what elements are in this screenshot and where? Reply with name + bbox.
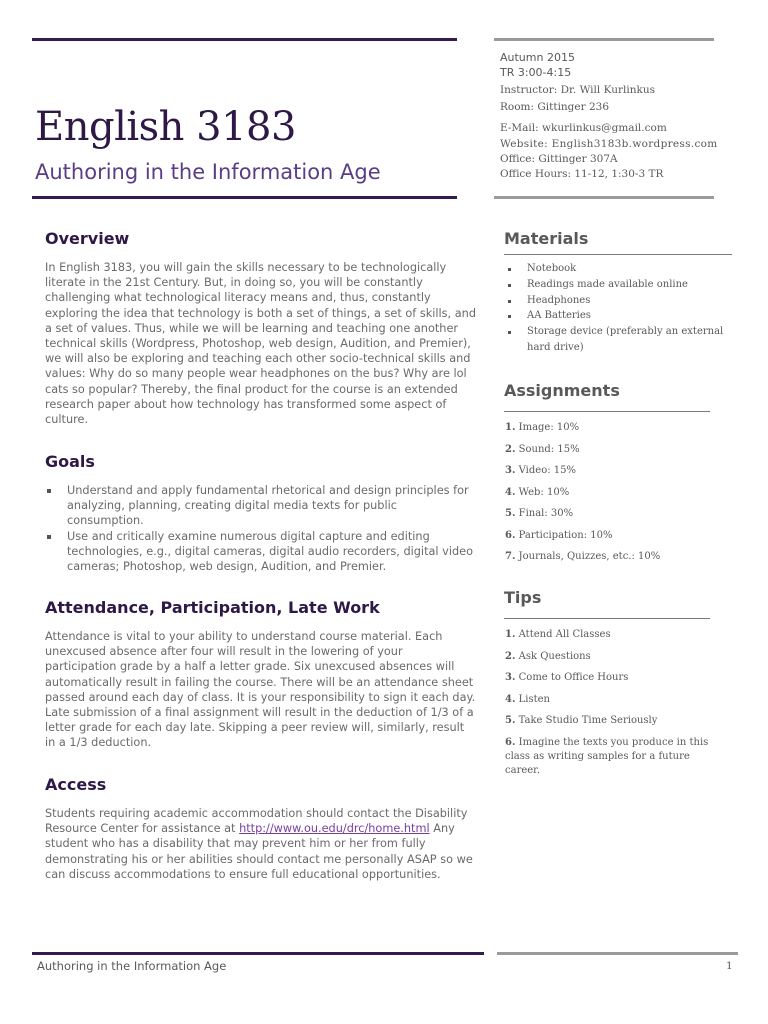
bullet-icon [508, 300, 511, 303]
tip-item: 3. Come to Office Hours [505, 672, 629, 683]
assignment-item: 7. Journals, Quizzes, etc.: 10% [505, 551, 661, 562]
tip-item: 5. Take Studio Time Seriously [505, 715, 658, 726]
attendance-text: Attendance is vital to your ability to understand course material. Each unexcused absence after four will result in the lowering of your participation grade by a half a letter grade. Six unexcused absences will automatically result in failing the course. There will be an attendance sheet passed around each day of class. It is your responsibility to sign it each day. Late submission of a final assignment will result in the deduction of 1/3 of a letter grade for each day late. Skipping a peer review will, similarly, result in a 1/3 deduction. [45, 630, 476, 750]
tips-list [505, 628, 720, 785]
room: Room: Gittinger 236 [500, 101, 610, 113]
goal-item: Use and critically examine numerous digital capture and editing technologies, e.g., digital cameras, digital audio recorders, digital video cameras; Photoshop, web design, Audition, and Premier. [45, 529, 475, 575]
office-hours: Office Hours: 11-12, 1:30-3 TR [500, 168, 664, 180]
tip-item: 4. Listen [505, 693, 550, 705]
drc-link[interactable]: http://www.ou.edu/drc/home.html [239, 822, 430, 836]
assignment-item: 6. Participation: 10% [505, 529, 613, 541]
page-title: English 3183 [35, 104, 296, 150]
material-item: AA Batteries [506, 308, 726, 324]
website: Website: English3183b.wordpress.com [500, 138, 718, 150]
bullet-icon [508, 268, 511, 271]
material-item: Readings made available online [506, 277, 726, 293]
access-text: Students requiring academic accommodation should contact the Disability Resource Center for assistance at http://www.ou.edu/drc/home.html Any student who has a disability that may prevent him or her from fully demonstrating his or her abilities should contact me personally ASAP so we can discuss accommodations to ensure full educational opportunities. [45, 807, 473, 881]
email: E-Mail: wkurlinkus@gmail.com [500, 122, 667, 134]
title-rule-left [32, 196, 457, 199]
assignments-heading: Assignments [504, 381, 620, 400]
attendance-heading: Attendance, Participation, Late Work [45, 598, 380, 617]
bullet-icon [47, 535, 51, 539]
bullet-icon [508, 315, 511, 318]
materials-list [506, 261, 726, 356]
tips-heading: Tips [504, 588, 542, 607]
assignment-item: 2. Sound: 15% [505, 443, 580, 455]
term: Autumn 2015 [500, 51, 575, 64]
footer-title: Authoring in the Information Age [37, 959, 227, 973]
office: Office: Gittinger 307A [500, 153, 618, 165]
title-rule-right [494, 196, 714, 199]
bullet-icon [47, 489, 51, 493]
page-number: 1 [726, 960, 733, 972]
overview-text: In English 3183, you will gain the skills necessary to be technologically literate in the 21st Century. But, in doing so, you will be constantly challenging what technological literacy means and, thus, constantly exploring the idea that technology is both a set of things, a set of skills, and a set of values. Thus, while we will be learning and teaching one another technical skills (Wordpress, Photoshop, web design, Audition, and Premier), we will also be exploring and teaching each other socio-technical skills and values: Why do so many people wear headphones on the bus? Why are lol cats so popular? Thereby, the final product for the course is an extended research paper about how technology has transformed some aspect of culture. [45, 261, 476, 427]
tip-item: 6. Imagine the texts you produce in this class as writing samples for a future career. [505, 736, 709, 776]
assignments-rule [504, 411, 710, 412]
material-item: Headphones [506, 293, 726, 309]
materials-rule [504, 254, 732, 255]
assignment-item: 1. Image: 10% [505, 422, 580, 433]
page-subtitle: Authoring in the Information Age [35, 160, 381, 184]
tips-rule [504, 618, 710, 619]
goals-heading: Goals [45, 452, 95, 471]
access-heading: Access [45, 775, 107, 794]
goals-list [45, 483, 475, 574]
top-rule-right [494, 38, 714, 41]
top-rule-left [32, 38, 457, 41]
assignment-item: 4. Web: 10% [505, 486, 570, 498]
overview-heading: Overview [45, 229, 130, 248]
footer-rule-right [497, 952, 738, 955]
tip-item: 1. Attend All Classes [505, 629, 611, 640]
instructor: Instructor: Dr. Will Kurlinkus [500, 84, 655, 96]
bullet-icon [508, 331, 511, 334]
materials-heading: Materials [504, 229, 589, 248]
material-item: Storage device (preferably an external hard drive) [506, 324, 726, 356]
assignment-item: 5. Final: 30% [505, 508, 574, 519]
assignments-list [505, 421, 720, 572]
tip-item: 2. Ask Questions [505, 650, 591, 662]
course-info [500, 50, 718, 182]
goal-item: Understand and apply fundamental rhetorical and design principles for analyzing, planning, creating digital media texts for public consumption. [45, 483, 475, 529]
class-time: TR 3:00-4:15 [500, 66, 572, 79]
bullet-icon [508, 284, 511, 287]
footer-rule-left [32, 952, 484, 955]
material-item: Notebook [506, 261, 726, 277]
assignment-item: 3. Video: 15% [505, 465, 576, 476]
